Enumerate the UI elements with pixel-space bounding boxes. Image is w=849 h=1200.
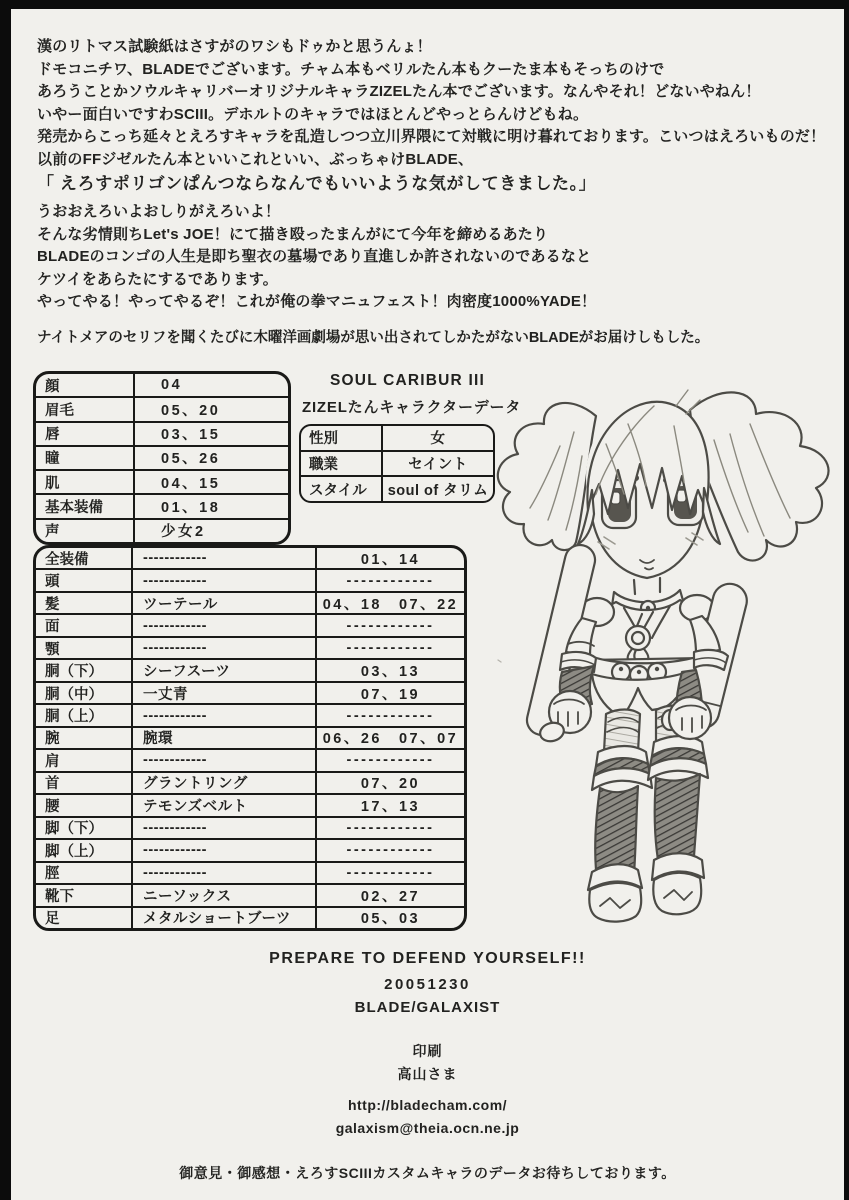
table-row <box>301 450 493 476</box>
item-name: ------------ <box>133 818 317 838</box>
item-name: ------------ <box>133 750 317 770</box>
intro-line: 漢のリトマス試験紙はさすがのワシもドゥかと思うんょ！ <box>37 38 432 55</box>
table-row <box>36 396 288 420</box>
row-label: 眉毛 <box>36 398 135 420</box>
item-name: テモンズベルト <box>133 795 317 815</box>
row-label: スタイル <box>301 477 383 501</box>
intro-line: ドモコニチワ、BLADEでございます。チャム本もベリルたん本もクーたま本もそっちのけで <box>37 60 665 78</box>
table-row <box>36 906 464 928</box>
row-label: 基本装備 <box>36 495 135 517</box>
table-row <box>36 771 464 793</box>
item-numbers: ------------ <box>346 617 435 634</box>
table-row <box>36 469 288 493</box>
slot-label: 頭 <box>36 570 133 590</box>
body-line: ケツイをあらたにするであります。 <box>37 270 278 288</box>
item-numbers: ------------ <box>346 640 435 657</box>
item-numbers: 06、26 07、07 <box>322 731 459 748</box>
item-name: ------------ <box>133 840 317 860</box>
row-label: 性別 <box>301 426 383 450</box>
row-value: 05、20 <box>161 402 221 419</box>
row-value: 05、26 <box>161 451 221 468</box>
slot-label: 全装備 <box>36 548 133 568</box>
row-value: 少女2 <box>161 524 206 541</box>
print-label: 印刷 <box>412 1043 443 1059</box>
item-numbers: ------------ <box>346 864 435 881</box>
table-row <box>36 658 464 680</box>
item-numbers: ------------ <box>346 707 435 724</box>
item-numbers: 04、18 07、22 <box>322 596 459 613</box>
equipment-table <box>33 545 467 931</box>
row-value: 04、15 <box>161 475 221 492</box>
table-row <box>36 591 464 613</box>
table-row <box>36 838 464 860</box>
slot-label: 腕 <box>36 728 133 748</box>
row-label: 肌 <box>36 471 135 493</box>
slot-label: 胴（上） <box>36 705 133 725</box>
intro-paragraph <box>37 36 825 172</box>
body-line: うおおえろいよおしりがえろいよ！ <box>37 203 281 220</box>
neck <box>634 578 660 594</box>
right-fist <box>669 697 711 739</box>
slot-label: 肩 <box>36 750 133 770</box>
item-name: ニーソックス <box>133 885 317 905</box>
table-row <box>36 374 288 396</box>
intro-line: 以前のFFジゼルたん本といいこれといい、ぶっちゃけBLADE、 <box>37 150 474 168</box>
slot-label: 首 <box>36 773 133 793</box>
closing-line: ナイトメアのセリフを聞くたびに木曜洋画劇場が思い出されてしかたがないBLADEがお届けしもした。 <box>37 330 710 346</box>
item-name: ツーテール <box>133 593 317 613</box>
footer-credit: BLADE/GALAXIST <box>354 999 501 1016</box>
table-row <box>36 681 464 703</box>
item-name: 一丈青 <box>133 683 317 703</box>
table-row <box>36 636 464 658</box>
site-url: http://bladecham.com/ <box>347 1097 508 1113</box>
body-line: BLADEのコンゴの人生是即ち聖衣の墓場であり直進しか許されないのであるなと <box>37 248 592 266</box>
table-row <box>36 493 288 517</box>
slot-label: 腰 <box>36 795 133 815</box>
item-numbers: ------------ <box>346 842 435 859</box>
slot-label: 胴（下） <box>36 660 133 680</box>
body-paragraph <box>37 201 596 314</box>
table-row <box>36 548 464 568</box>
slot-label: 脚（上） <box>36 840 133 860</box>
scan-edge-top <box>0 0 849 9</box>
body-line: そんな劣情則ちLet's JOE！にて描き殴ったまんがにて今年を締めるあたり <box>37 225 549 243</box>
item-numbers: ------------ <box>346 572 435 589</box>
table-row <box>36 726 464 748</box>
slot-label: 髪 <box>36 593 133 613</box>
item-numbers: 05、03 <box>360 911 421 928</box>
row-value: 04 <box>161 377 183 394</box>
item-name: ------------ <box>133 548 317 568</box>
item-name: ------------ <box>133 570 317 590</box>
table-row <box>36 613 464 635</box>
slot-label: 胴（中） <box>36 683 133 703</box>
table-row <box>36 861 464 883</box>
item-numbers: ------------ <box>346 752 435 769</box>
table-row <box>36 703 464 725</box>
item-numbers: 17、13 <box>360 798 421 815</box>
row-label: 唇 <box>36 423 135 445</box>
character-data-table <box>299 424 495 503</box>
intro-line: いやー面白いですわSCIII。デホルトのキャラではほとんどやっとらんけどもね。 <box>37 105 589 123</box>
table-row <box>36 793 464 815</box>
printer-name: 高山さま <box>397 1066 458 1082</box>
item-numbers: 07、20 <box>360 776 421 793</box>
row-label: 声 <box>36 520 135 542</box>
table-row <box>36 421 288 445</box>
item-name: ------------ <box>133 615 317 635</box>
slot-label: 足 <box>36 908 133 928</box>
item-name: メタルショートブーツ <box>133 908 317 928</box>
slot-label: 面 <box>36 615 133 635</box>
basic-settings-table <box>33 371 291 545</box>
item-numbers: 03、13 <box>360 664 421 681</box>
item-name: 腕環 <box>133 728 317 748</box>
item-name: ------------ <box>133 638 317 658</box>
item-name: ------------ <box>133 863 317 883</box>
slot-label: 顎 <box>36 638 133 658</box>
card-subtitle: ZIZELたんキャラクターデータ <box>302 399 522 416</box>
item-numbers: 07、19 <box>360 686 421 703</box>
card-title: SOUL CARIBUR III <box>330 372 485 389</box>
footer-date: 20051230 <box>384 976 471 993</box>
scan-edge-left <box>0 0 11 1200</box>
item-numbers: 02、27 <box>360 888 421 905</box>
table-row <box>301 475 493 501</box>
left-twintail <box>498 403 596 550</box>
item-name: シーフスーツ <box>133 660 317 680</box>
row-value: 01、18 <box>161 500 221 517</box>
item-numbers: 01、14 <box>360 551 421 568</box>
table-row <box>36 748 464 770</box>
intro-line: 発売からこっち延々とえろすキャラを乱造しつつ立川界隈にて対戦に明け暮れております。こいつはえろいものだ！ <box>37 128 826 146</box>
table-row <box>36 445 288 469</box>
left-leg <box>588 710 652 922</box>
table-row <box>36 568 464 590</box>
row-value: soul of タリム <box>387 482 489 499</box>
row-label: 顔 <box>36 374 135 396</box>
footer-tagline: PREPARE TO DEFEND YOURSELF!! <box>269 950 586 967</box>
table-row <box>36 883 464 905</box>
slot-label: 靴下 <box>36 885 133 905</box>
row-value: 03、15 <box>161 427 221 444</box>
table-row <box>36 816 464 838</box>
row-label: 職業 <box>301 452 383 476</box>
pull-quote: 「 えろすポリゴンぱんつならなんでもいいような気がしてきました。」 <box>37 174 597 193</box>
table-row <box>301 426 493 450</box>
item-name: ------------ <box>133 705 317 725</box>
slot-label: 脚（下） <box>36 818 133 838</box>
feedback-line: 御意見・御感想・えろすSCIIIカスタムキャラのデータお待ちしております。 <box>179 1165 676 1181</box>
item-numbers: ------------ <box>346 819 435 836</box>
table-row <box>36 518 288 542</box>
row-label: 瞳 <box>36 447 135 469</box>
item-name: グラントリング <box>133 773 317 793</box>
row-value: セイント <box>408 457 468 473</box>
row-value: 女 <box>430 431 446 448</box>
slot-label: 脛 <box>36 863 133 883</box>
contact-email: galaxism@theia.ocn.ne.jp <box>335 1120 520 1136</box>
intro-line: あろうことかソウルキャリバーオリジナルキャラZIZELたん本でございます。なんやそれ！どないやねん！ <box>37 83 761 101</box>
body-line: やってやる！やってやるぞ！これが俺の拳マニュフェスト！肉密度1000%YADE！ <box>37 293 597 311</box>
character-illustration <box>478 360 848 935</box>
